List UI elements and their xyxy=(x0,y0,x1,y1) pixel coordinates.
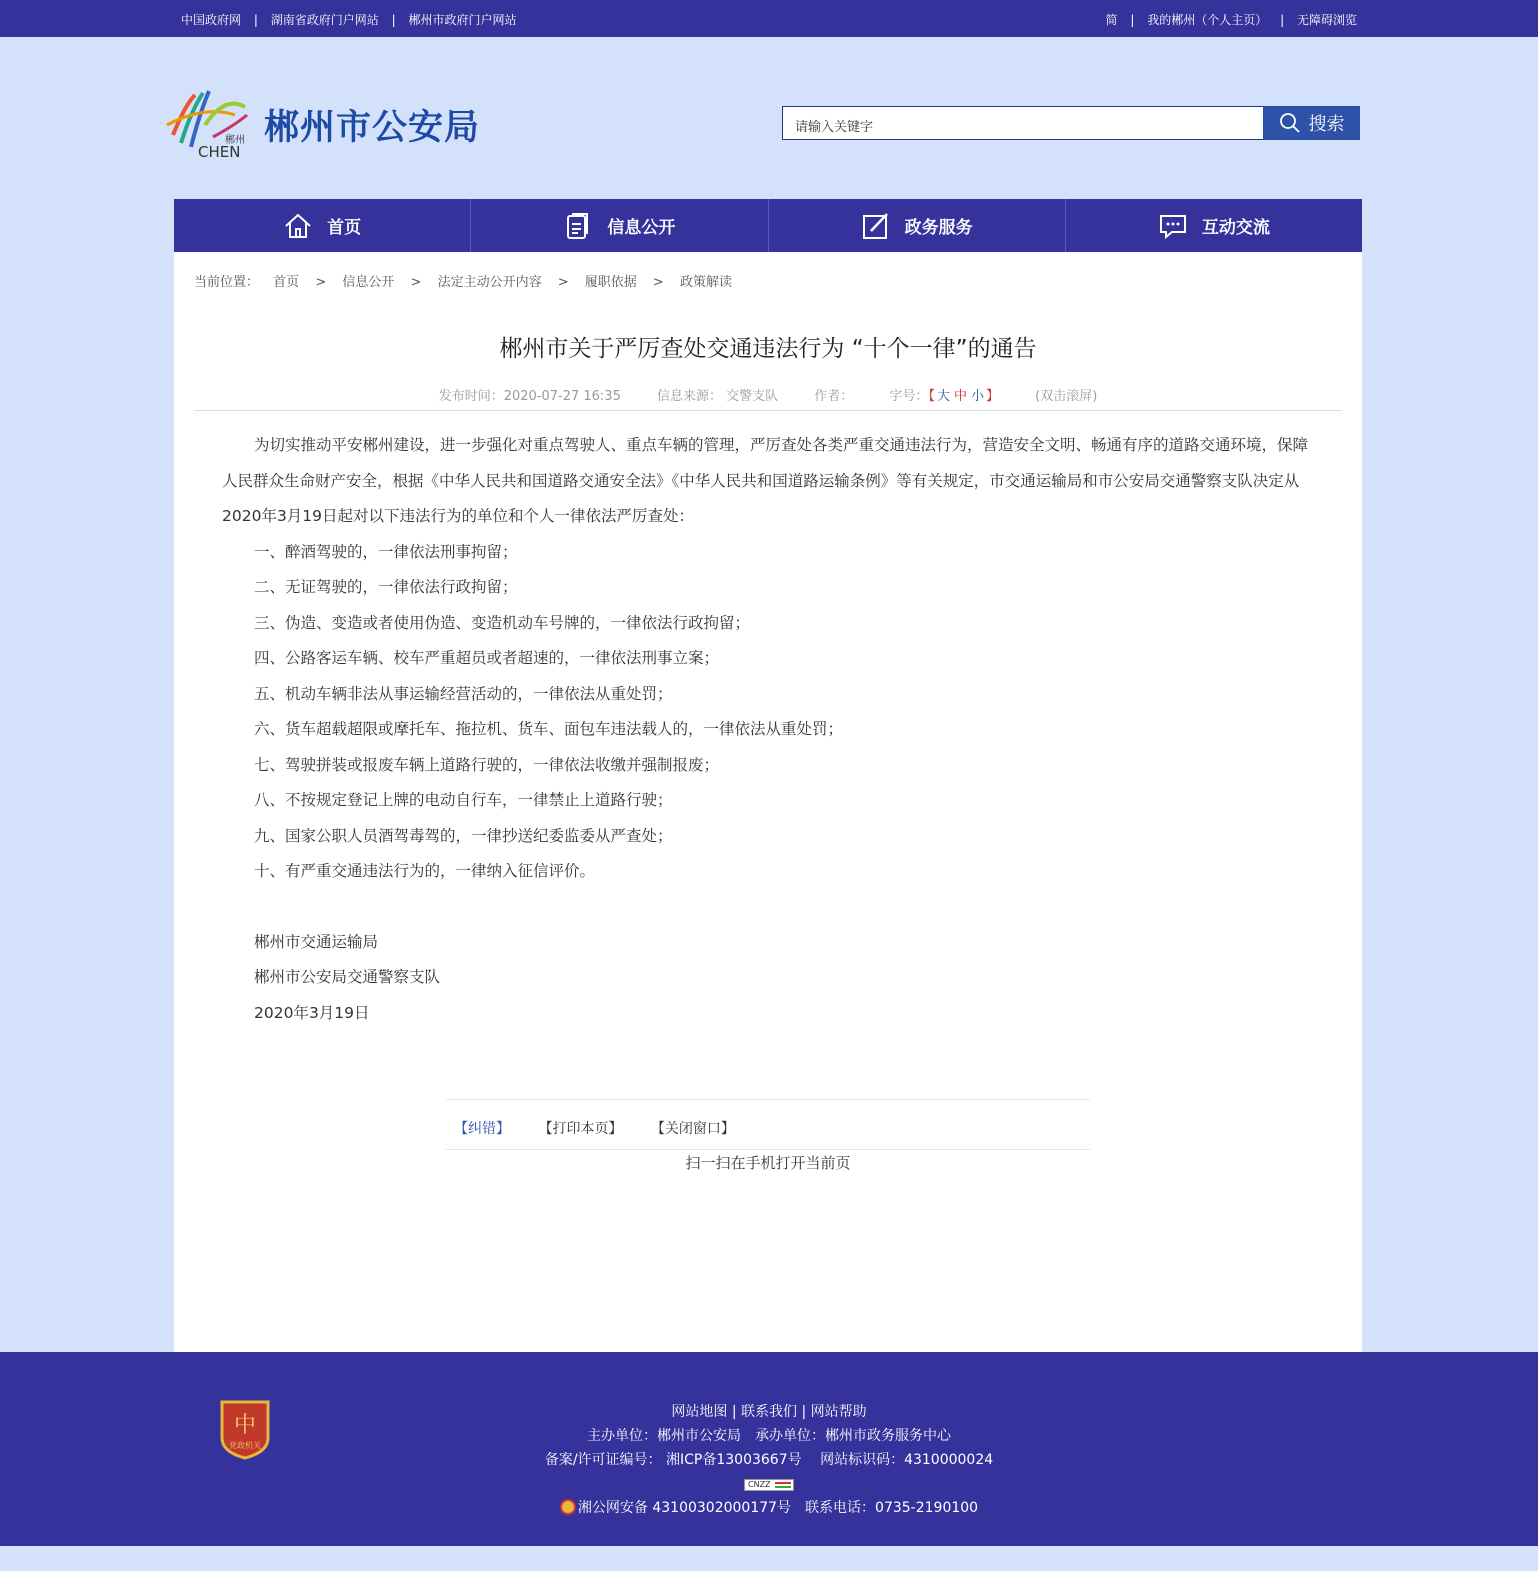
top-bar xyxy=(0,0,1538,37)
font-size-medium[interactable]: 中 xyxy=(953,389,967,404)
spacer xyxy=(222,890,1316,925)
separator: | xyxy=(1280,13,1285,27)
footer-police[interactable]: 湘公网安备 43100302000177号 联系电话：0735-2190100 xyxy=(577,1500,979,1516)
close-window-button[interactable]: 【关闭窗口】 xyxy=(650,1121,735,1137)
bracket-close: 】 xyxy=(986,389,1000,404)
separator: | xyxy=(391,13,396,27)
breadcrumb-separator: > xyxy=(410,275,422,290)
police-emblem-icon xyxy=(560,1499,576,1515)
list-item: 四、公路客运车辆、校车严重超员或者超速的，一律依法刑事立案； xyxy=(254,649,720,667)
font-size-small[interactable]: 小 xyxy=(970,389,984,404)
site-logo[interactable] xyxy=(165,85,255,160)
bottom-strip xyxy=(0,1546,1538,1571)
link-simplified[interactable]: 简 xyxy=(1105,13,1118,27)
publish-time: 发布时间：2020-07-27 16:35 xyxy=(438,389,621,404)
intro-paragraph: 为切实推动平安郴州建设，进一步强化对重点驾驶人、重点车辆的管理，严厉查处各类严重交通违法行为，营造安全文明、畅通有序的道路交通环境，保障人民群众生命财产安全，根据《中华人民共和国道路交通安全法》《中华人民共和国道路运输条例》等有关规定，市交通运输局和市公安局交通警察支队决定从2020年3月19日起对以下违法行为的单位和个人一律依法严厉查处： xyxy=(222,436,1309,525)
footer-links[interactable]: 网站地图 | 联系我们 | 网站帮助 xyxy=(671,1404,867,1420)
nav-home-label: 首页 xyxy=(327,218,362,238)
article-title: 郴州市关于严厉查处交通违法行为 “十个一律”的通告 xyxy=(499,336,1037,362)
breadcrumb-separator: > xyxy=(557,275,569,290)
main-nav xyxy=(174,199,1362,252)
logo-small-text: 郴州 xyxy=(225,135,245,146)
footer-cnzz-row xyxy=(0,1475,1538,1491)
author: 作者： xyxy=(814,389,854,404)
actions-divider-top xyxy=(446,1099,1090,1100)
breadcrumb xyxy=(194,271,732,290)
link-chenzhou-gov[interactable]: 郴州市政府门户网站 xyxy=(408,13,517,27)
cnzz-text: CNZZ xyxy=(748,1480,771,1489)
chenzhou-logo-icon xyxy=(165,85,255,160)
font-size-control xyxy=(889,389,999,404)
breadcrumb-info[interactable]: 信息公开 xyxy=(342,275,395,290)
signature-line: 郴州市交通运输局 xyxy=(254,932,379,951)
breadcrumb-separator: > xyxy=(652,275,664,290)
nav-info-label: 信息公开 xyxy=(607,218,676,238)
chat-icon xyxy=(1158,211,1188,241)
list-item: 二、无证驾驶的，一律依法行政拘留； xyxy=(254,578,518,596)
bracket-open: 【 xyxy=(928,389,935,404)
top-right-links xyxy=(1106,11,1357,28)
actions-divider-bottom xyxy=(446,1149,1090,1150)
separator: | xyxy=(1130,13,1135,27)
edit-icon xyxy=(861,211,891,241)
link-hunan-gov[interactable]: 湖南省政府门户网站 xyxy=(270,13,379,27)
signature-line: 郴州市公安局交通警察支队 xyxy=(254,968,441,986)
document-icon xyxy=(563,211,593,241)
nav-interaction-label: 互动交流 xyxy=(1201,218,1270,238)
link-china-gov[interactable]: 中国政府网 xyxy=(181,13,242,27)
list-item: 十、有严重交通违法行为的，一律纳入征信评价。 xyxy=(254,862,596,880)
nav-info[interactable] xyxy=(471,199,768,252)
nav-services[interactable] xyxy=(769,199,1066,252)
list-item: 三、伪造、变造或者使用伪造、变造机动车号牌的，一律依法行政拘留； xyxy=(254,613,751,632)
list-item: 六、货车超载超限或摩托车、拖拉机、货车、面包车违法载人的，一律依法从重处罚； xyxy=(254,720,844,738)
breadcrumb-duty-basis[interactable]: 履职依据 xyxy=(584,275,637,290)
qr-caption: 扫一扫在手机打开当前页 xyxy=(685,1154,851,1172)
cnzz-flag-icon xyxy=(775,1482,791,1488)
signature-date: 2020年3月19日 xyxy=(254,1003,370,1022)
breadcrumb-separator: > xyxy=(315,275,327,290)
link-my-chenzhou[interactable]: 我的郴州（个人主页） xyxy=(1147,13,1268,27)
search-button-label: 搜索 xyxy=(1308,114,1345,135)
footer xyxy=(0,1352,1538,1546)
list-item: 一、醉酒驾驶的，一律依法刑事拘留； xyxy=(254,542,518,561)
breadcrumb-prefix: 当前位置： xyxy=(194,275,260,290)
svg-text:中: 中 xyxy=(233,1413,257,1438)
badge-text: 党政机关 xyxy=(229,1441,261,1450)
title-divider xyxy=(194,410,1342,411)
main-content xyxy=(174,252,1362,1352)
list-item: 九、国家公职人员酒驾毒驾的，一律抄送纪委监委从严查处； xyxy=(254,826,673,845)
link-accessibility[interactable]: 无障碍浏览 xyxy=(1296,13,1357,27)
list-item: 七、驾驶拼装或报废车辆上道路行驶的，一律依法收缴并强制报废； xyxy=(254,755,720,774)
breadcrumb-statutory[interactable]: 法定主动公开内容 xyxy=(437,275,542,290)
footer-host: 主办单位：郴州市公安局 承办单位：郴州市政务服务中心 xyxy=(587,1428,951,1444)
info-source: 信息来源： 交警支队 xyxy=(656,389,779,404)
separator: | xyxy=(253,13,258,27)
scroll-hint[interactable]: (双击滚屏) xyxy=(1035,389,1098,404)
top-left-links xyxy=(181,11,516,28)
search-input[interactable]: 请输入关键字 xyxy=(782,106,1264,140)
list-item: 八、不按规定登记上牌的电动自行车，一律禁止上道路行驶； xyxy=(254,791,673,809)
footer-police-row xyxy=(0,1497,1538,1517)
print-button[interactable]: 【打印本页】 xyxy=(538,1121,623,1137)
list-item: 五、机动车辆非法从事运输经营活动的，一律依法从重处罚； xyxy=(254,684,673,703)
search-icon xyxy=(1279,112,1301,134)
cnzz-badge[interactable] xyxy=(744,1479,794,1491)
nav-services-label: 政务服务 xyxy=(904,218,973,238)
article-actions xyxy=(454,1118,759,1138)
article-body xyxy=(222,428,1316,1031)
site-title[interactable]: 郴州市公安局 xyxy=(264,108,481,148)
font-size-large[interactable]: 大 xyxy=(936,389,950,404)
article-meta xyxy=(174,385,1362,404)
nav-interaction[interactable] xyxy=(1066,199,1362,252)
correct-button[interactable]: 【纠错】 xyxy=(454,1121,510,1137)
footer-icp[interactable]: 备案/许可证编号： 湘ICP备13003667号 网站标识码：4310000024 xyxy=(544,1452,994,1468)
breadcrumb-policy[interactable]: 政策解读 xyxy=(679,275,732,290)
logo-en-text: CHEN xyxy=(198,143,241,160)
font-size-label: 字号： xyxy=(889,389,929,404)
nav-home[interactable] xyxy=(174,199,471,252)
breadcrumb-home[interactable]: 首页 xyxy=(273,275,300,290)
home-icon xyxy=(283,211,313,241)
search-button[interactable] xyxy=(1263,106,1360,140)
